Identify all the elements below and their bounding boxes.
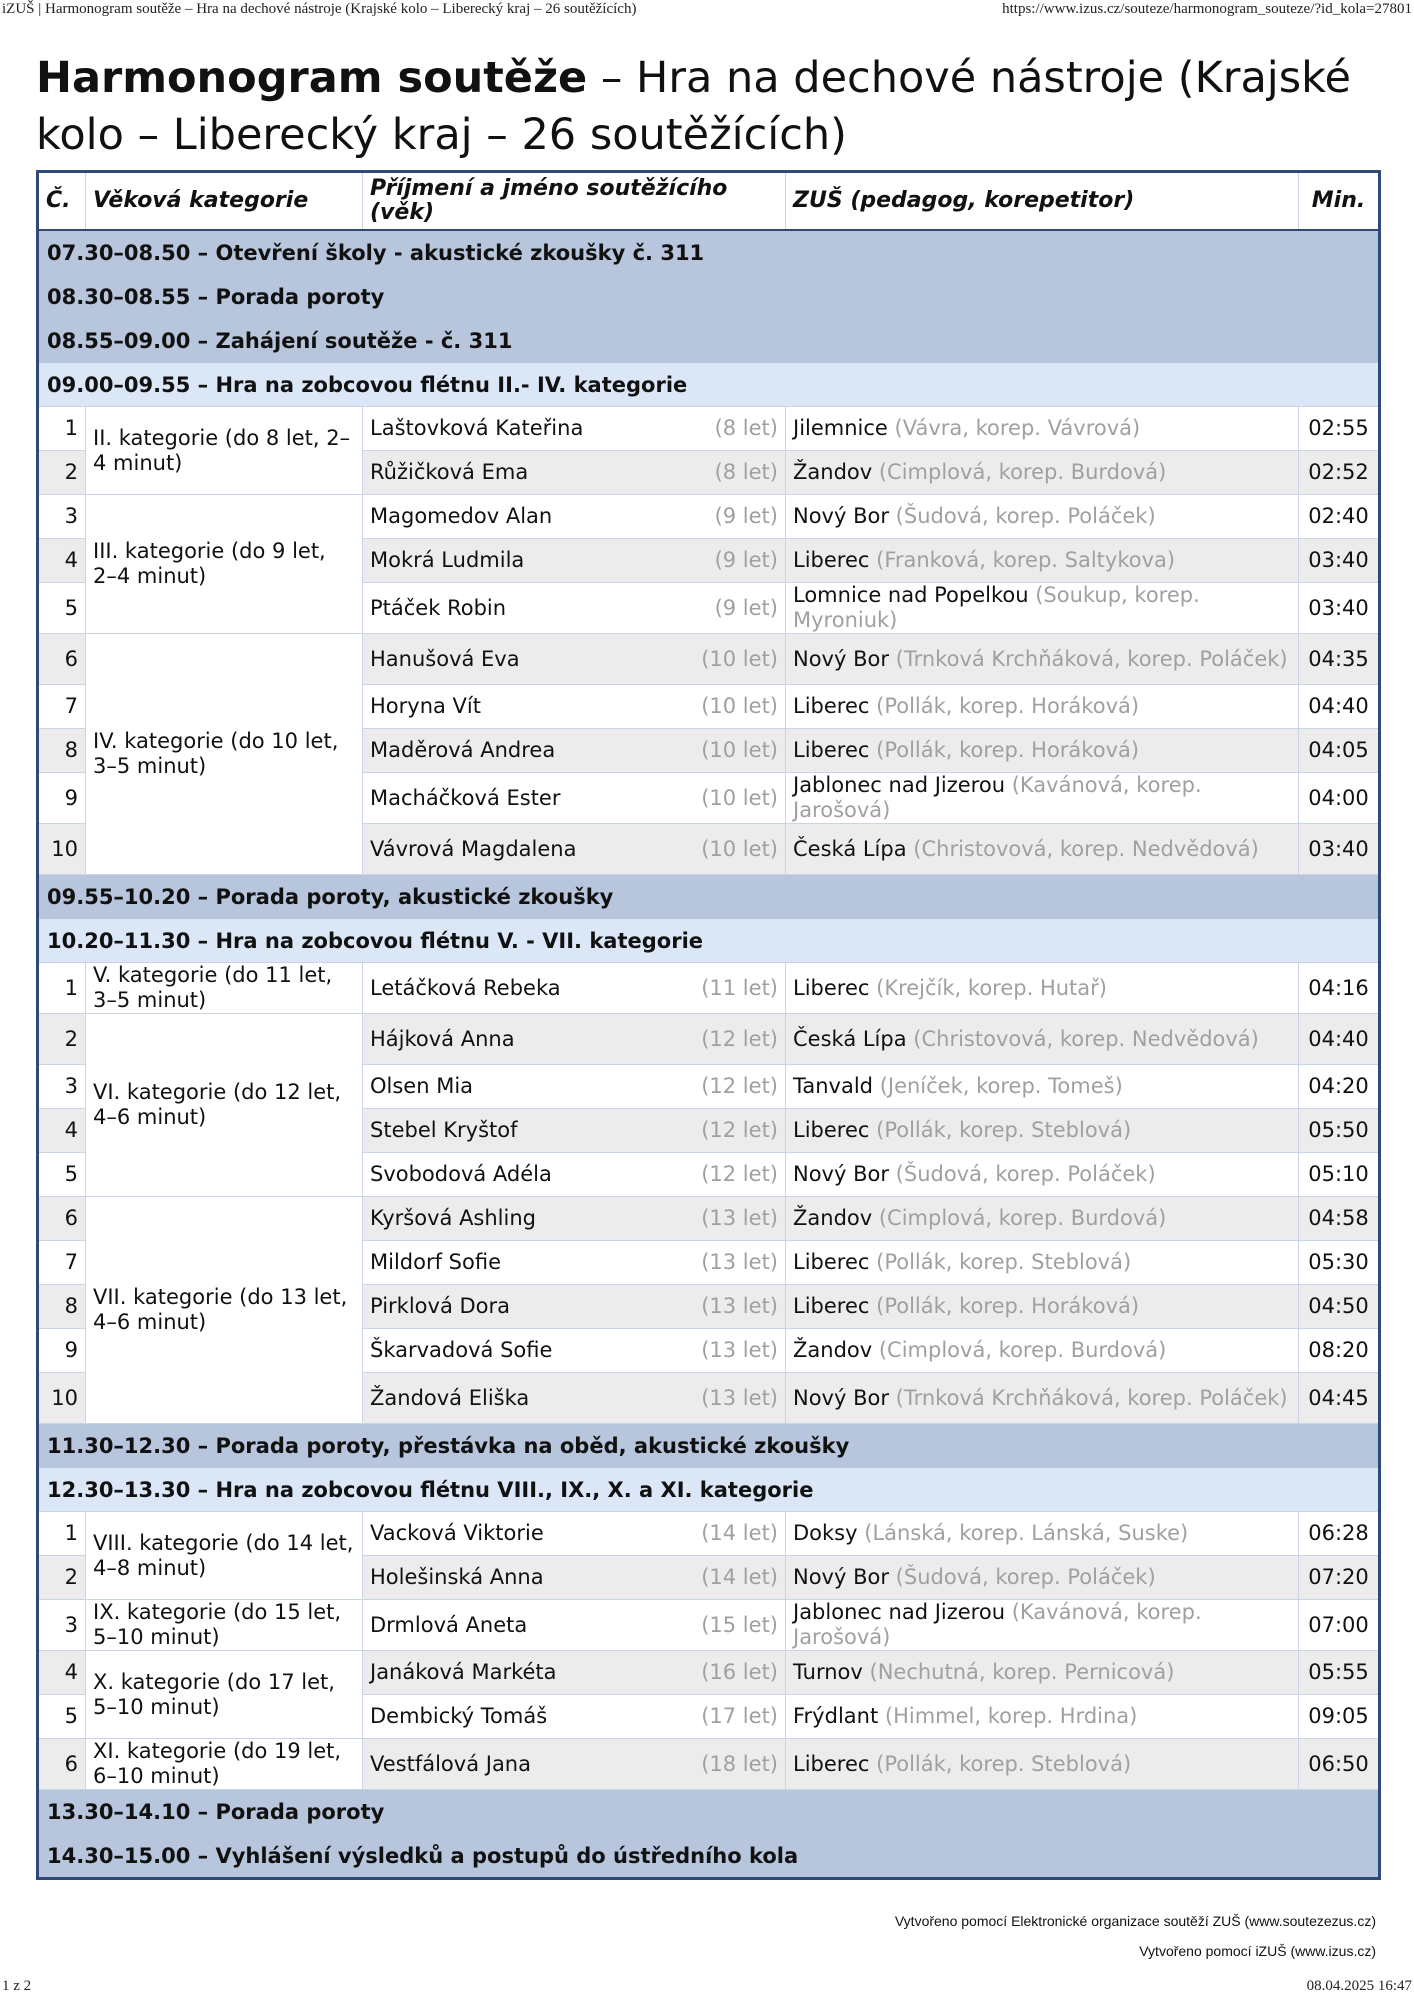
teachers: (Krejčík, korep. Hutař) <box>876 975 1107 1000</box>
contestant-cell <box>363 495 786 539</box>
credit-izus: Vytvořeno pomocí iZUŠ (www.izus.cz) <box>1139 1943 1376 1959</box>
teachers: (Jeníček, korep. Tomeš) <box>879 1074 1123 1098</box>
contestant-age: (12 let) <box>701 1118 778 1142</box>
table-row <box>38 1197 1380 1241</box>
contestant-age: (12 let) <box>701 1162 778 1186</box>
contestant-age: (12 let) <box>701 1074 778 1098</box>
contestant-name: Letáčková Rebeka <box>370 975 561 1000</box>
section-row <box>38 919 1380 963</box>
row-number: 6 <box>38 634 86 685</box>
teachers: (Pollák, korep. Horáková) <box>876 1294 1140 1318</box>
contestant-age: (10 let) <box>701 836 778 861</box>
school-cell <box>786 685 1299 729</box>
row-number: 10 <box>38 1373 86 1424</box>
row-number: 5 <box>38 1153 86 1197</box>
school-cell <box>786 1109 1299 1153</box>
school-name: Nový Bor <box>793 1162 889 1186</box>
school-cell <box>786 495 1299 539</box>
section-label: 12.30–13.30 – Hra na zobcovou flétnu VIII., IX., X. a XI. kategorie <box>38 1468 1380 1512</box>
duration: 04:50 <box>1299 1285 1380 1329</box>
row-number: 2 <box>38 451 86 495</box>
teachers: (Cimplová, korep. Burdová) <box>878 460 1167 484</box>
duration: 04:05 <box>1299 729 1380 773</box>
contestant-cell <box>363 963 786 1014</box>
contestant-name: Vávrová Magdalena <box>370 836 577 861</box>
schedule-table <box>36 170 1381 1880</box>
school-cell <box>786 407 1299 451</box>
print-header <box>0 0 1414 22</box>
contestant-age: (11 let) <box>701 975 778 1000</box>
school-name: Žandov <box>793 1206 873 1230</box>
section-label: 13.30–14.10 – Porada poroty <box>38 1790 1380 1834</box>
contestant-cell <box>363 1329 786 1373</box>
page-title-main: Harmonogram soutěže <box>36 53 588 103</box>
table-row <box>38 963 1380 1014</box>
school-name: Nový Bor <box>793 1385 889 1410</box>
contestant-name: Olsen Mia <box>370 1074 474 1098</box>
contestant-age: (18 let) <box>701 1751 778 1776</box>
duration: 02:55 <box>1299 407 1380 451</box>
duration: 04:40 <box>1299 685 1380 729</box>
duration: 05:10 <box>1299 1153 1380 1197</box>
school-name: Liberec <box>793 1751 870 1776</box>
school-cell <box>786 773 1299 824</box>
contestant-cell <box>363 1014 786 1065</box>
contestant-name: Svobodová Adéla <box>370 1162 552 1186</box>
contestant-name: Ptáček Robin <box>370 595 507 620</box>
contestant-cell <box>363 1695 786 1739</box>
duration: 06:50 <box>1299 1739 1380 1790</box>
contestant-cell <box>363 1065 786 1109</box>
contestant-cell <box>363 539 786 583</box>
row-number: 8 <box>38 729 86 773</box>
category-cell: IV. kategorie (do 10 let, 3–5 minut) <box>86 634 363 875</box>
duration: 05:55 <box>1299 1651 1380 1695</box>
duration: 04:40 <box>1299 1014 1380 1065</box>
school-name: Nový Bor <box>793 504 889 528</box>
school-cell <box>786 729 1299 773</box>
contestant-name: Vestfálová Jana <box>370 1751 531 1776</box>
contestant-age: (10 let) <box>701 785 778 810</box>
print-header-title: iZUŠ | Harmonogram soutěže – Hra na dechové nástroje (Krajské kolo – Liberecký kraj – 26 soutěžících) <box>2 1 637 17</box>
teachers: (Soukup, korep. Myroniuk) <box>793 583 1200 632</box>
contestant-cell <box>363 1109 786 1153</box>
contestant-age: (9 let) <box>714 504 778 528</box>
contestant-name: Holešinská Anna <box>370 1565 544 1589</box>
row-number: 5 <box>38 1695 86 1739</box>
row-number: 5 <box>38 583 86 634</box>
row-number: 3 <box>38 1600 86 1651</box>
credit-soutezezus: Vytvořeno pomocí Elektronické organizace soutěží ZUŠ (www.soutezezus.cz) <box>894 1913 1376 1929</box>
teachers: (Šudová, korep. Poláček) <box>895 1565 1156 1589</box>
teachers: (Himmel, korep. Hrdina) <box>884 1704 1138 1728</box>
school-name: Liberec <box>793 975 870 1000</box>
category-cell: IX. kategorie (do 15 let, 5–10 minut) <box>86 1600 363 1651</box>
teachers: (Kavánová, korep. Jarošová) <box>793 773 1202 822</box>
column-header-number: Č. <box>38 172 86 231</box>
contestant-cell <box>363 1285 786 1329</box>
school-cell <box>786 1600 1299 1651</box>
school-cell <box>786 634 1299 685</box>
section-row <box>38 319 1380 363</box>
school-name: Česká Lípa <box>793 836 907 861</box>
teachers: (Lánská, korep. Lánská, Suske) <box>864 1521 1189 1545</box>
teachers: (Franková, korep. Saltykova) <box>876 548 1176 572</box>
contestant-name: Vacková Viktorie <box>370 1521 544 1545</box>
contestant-age: (13 let) <box>701 1206 778 1230</box>
section-row <box>38 230 1380 275</box>
school-cell <box>786 1153 1299 1197</box>
school-cell <box>786 963 1299 1014</box>
teachers: (Christovová, korep. Nedvědová) <box>913 1026 1259 1051</box>
school-cell <box>786 1197 1299 1241</box>
school-name: Liberec <box>793 1250 870 1274</box>
table-row <box>38 1739 1380 1790</box>
contestant-cell <box>363 1373 786 1424</box>
contestant-name: Magomedov Alan <box>370 504 553 528</box>
contestant-cell <box>363 1512 786 1556</box>
section-label: 10.20–11.30 – Hra na zobcovou flétnu V. - VII. kategorie <box>38 919 1380 963</box>
school-name: Liberec <box>793 1294 870 1318</box>
category-cell: V. kategorie (do 11 let, 3–5 minut) <box>86 963 363 1014</box>
section-label: 11.30–12.30 – Porada poroty, přestávka na oběd, akustické zkoušky <box>38 1424 1380 1468</box>
school-name: Jilemnice <box>793 416 888 440</box>
duration: 06:28 <box>1299 1512 1380 1556</box>
row-number: 2 <box>38 1014 86 1065</box>
category-cell: VI. kategorie (do 12 let, 4–6 minut) <box>86 1014 363 1197</box>
contestant-name: Janáková Markéta <box>370 1660 557 1684</box>
contestant-name: Maděrová Andrea <box>370 738 556 762</box>
contestant-cell <box>363 824 786 875</box>
table-row <box>38 1512 1380 1556</box>
section-label: 07.30–08.50 – Otevření školy - akustické zkoušky č. 311 <box>38 230 1380 275</box>
contestant-name: Dembický Tomáš <box>370 1704 548 1728</box>
column-header-contestant: Příjmení a jméno soutěžícího (věk) <box>363 172 786 231</box>
row-number: 9 <box>38 1329 86 1373</box>
contestant-age: (16 let) <box>701 1660 778 1684</box>
contestant-name: Pirklová Dora <box>370 1294 511 1318</box>
duration: 03:40 <box>1299 583 1380 634</box>
school-cell <box>786 539 1299 583</box>
contestant-cell <box>363 729 786 773</box>
school-name: Žandov <box>793 1338 873 1362</box>
teachers: (Šudová, korep. Poláček) <box>895 504 1156 528</box>
school-name: Liberec <box>793 548 870 572</box>
contestant-name: Drmlová Aneta <box>370 1612 528 1637</box>
section-row <box>38 1468 1380 1512</box>
contestant-age: (13 let) <box>701 1385 778 1410</box>
row-number: 3 <box>38 1065 86 1109</box>
section-label: 09.55–10.20 – Porada poroty, akustické zkoušky <box>38 875 1380 919</box>
contestant-cell <box>363 1600 786 1651</box>
duration: 09:05 <box>1299 1695 1380 1739</box>
page-title <box>36 50 1376 164</box>
school-name: Jablonec nad Jizerou <box>793 1600 1006 1624</box>
table-header-row <box>38 172 1380 231</box>
teachers: (Kavánová, korep. Jarošová) <box>793 1600 1202 1649</box>
table-row <box>38 407 1380 451</box>
contestant-age: (15 let) <box>701 1612 778 1637</box>
school-name: Česká Lípa <box>793 1026 907 1051</box>
contestant-name: Hájková Anna <box>370 1026 515 1051</box>
contestant-cell <box>363 407 786 451</box>
contestant-age: (9 let) <box>714 595 778 620</box>
contestant-age: (12 let) <box>701 1026 778 1051</box>
contestant-cell <box>363 1556 786 1600</box>
section-row <box>38 1790 1380 1834</box>
contestant-cell <box>363 685 786 729</box>
category-cell: II. kategorie (do 8 let, 2–4 minut) <box>86 407 363 495</box>
contestant-age: (13 let) <box>701 1250 778 1274</box>
row-number: 3 <box>38 495 86 539</box>
duration: 04:16 <box>1299 963 1380 1014</box>
row-number: 2 <box>38 1556 86 1600</box>
row-number: 1 <box>38 963 86 1014</box>
contestant-age: (10 let) <box>701 738 778 762</box>
school-name: Liberec <box>793 738 870 762</box>
table-row <box>38 1600 1380 1651</box>
contestant-age: (13 let) <box>701 1294 778 1318</box>
duration: 02:40 <box>1299 495 1380 539</box>
print-date: 08.04.2025 16:47 <box>1306 1978 1412 1994</box>
school-name: Nový Bor <box>793 1565 889 1589</box>
teachers: (Pollák, korep. Steblová) <box>876 1118 1132 1142</box>
row-number: 6 <box>38 1739 86 1790</box>
teachers: (Cimplová, korep. Burdová) <box>878 1338 1167 1362</box>
contestant-name: Růžičková Ema <box>370 460 529 484</box>
school-cell <box>786 1695 1299 1739</box>
school-cell <box>786 451 1299 495</box>
contestant-age: (9 let) <box>714 548 778 572</box>
teachers: (Cimplová, korep. Burdová) <box>878 1206 1167 1230</box>
contestant-age: (10 let) <box>701 694 778 718</box>
section-row <box>38 363 1380 407</box>
section-label: 14.30–15.00 – Vyhlášení výsledků a postupů do ústředního kola <box>38 1834 1380 1879</box>
teachers: (Šudová, korep. Poláček) <box>895 1162 1156 1186</box>
teachers: (Christovová, korep. Nedvědová) <box>913 836 1259 861</box>
print-footer <box>0 1976 1414 2000</box>
category-cell: VII. kategorie (do 13 let, 4–6 minut) <box>86 1197 363 1424</box>
contestant-cell <box>363 1241 786 1285</box>
school-cell <box>786 583 1299 634</box>
duration: 04:45 <box>1299 1373 1380 1424</box>
school-cell <box>786 1285 1299 1329</box>
duration: 03:40 <box>1299 824 1380 875</box>
contestant-age: (8 let) <box>714 416 778 440</box>
school-cell <box>786 1329 1299 1373</box>
credits <box>895 1906 1376 1966</box>
school-name: Doksy <box>793 1521 858 1545</box>
contestant-name: Mildorf Sofie <box>370 1250 501 1274</box>
contestant-age: (14 let) <box>701 1521 778 1545</box>
row-number: 7 <box>38 1241 86 1285</box>
table-row <box>38 1651 1380 1695</box>
contestant-name: Škarvadová Sofie <box>370 1338 553 1362</box>
contestant-cell <box>363 583 786 634</box>
row-number: 10 <box>38 824 86 875</box>
contestant-name: Horyna Vít <box>370 694 481 718</box>
contestant-cell <box>363 634 786 685</box>
row-number: 6 <box>38 1197 86 1241</box>
contestant-age: (8 let) <box>714 460 778 484</box>
contestant-name: Stebel Kryštof <box>370 1118 518 1142</box>
duration: 07:20 <box>1299 1556 1380 1600</box>
contestant-cell <box>363 1153 786 1197</box>
contestant-cell <box>363 451 786 495</box>
duration: 04:00 <box>1299 773 1380 824</box>
school-cell <box>786 1556 1299 1600</box>
column-header-category: Věková kategorie <box>86 172 363 231</box>
table-row <box>38 1014 1380 1065</box>
contestant-name: Hanušová Eva <box>370 646 520 671</box>
teachers: (Pollák, korep. Horáková) <box>876 738 1140 762</box>
teachers: (Vávra, korep. Vávrová) <box>894 416 1141 440</box>
duration: 04:20 <box>1299 1065 1380 1109</box>
contestant-age: (14 let) <box>701 1565 778 1589</box>
page-counter: 1 z 2 <box>2 1978 32 1994</box>
row-number: 4 <box>38 1109 86 1153</box>
section-row <box>38 1834 1380 1879</box>
contestant-cell <box>363 1739 786 1790</box>
duration: 04:58 <box>1299 1197 1380 1241</box>
contestant-name: Macháčková Ester <box>370 785 561 810</box>
page-title-subtitle: – Hra na dechové nástroje (Krajské kolo – Liberecký kraj – 26 soutěžících) <box>36 53 1351 160</box>
school-name: Liberec <box>793 1118 870 1142</box>
contestant-age: (13 let) <box>701 1338 778 1362</box>
row-number: 4 <box>38 539 86 583</box>
column-header-minutes: Min. <box>1299 172 1380 231</box>
school-cell <box>786 1065 1299 1109</box>
category-cell: III. kategorie (do 9 let, 2–4 minut) <box>86 495 363 634</box>
contestant-name: Laštovková Kateřina <box>370 416 584 440</box>
school-cell <box>786 824 1299 875</box>
row-number: 9 <box>38 773 86 824</box>
teachers: (Trnková Krchňáková, korep. Poláček) <box>895 1385 1288 1410</box>
contestant-name: Kyršová Ashling <box>370 1206 536 1230</box>
school-cell <box>786 1014 1299 1065</box>
row-number: 8 <box>38 1285 86 1329</box>
duration: 02:52 <box>1299 451 1380 495</box>
school-cell <box>786 1739 1299 1790</box>
duration: 07:00 <box>1299 1600 1380 1651</box>
section-row <box>38 275 1380 319</box>
school-cell <box>786 1241 1299 1285</box>
teachers: (Pollák, korep. Horáková) <box>876 694 1140 718</box>
row-number: 7 <box>38 685 86 729</box>
row-number: 4 <box>38 1651 86 1695</box>
school-name: Jablonec nad Jizerou <box>793 773 1006 797</box>
row-number: 1 <box>38 407 86 451</box>
school-name: Žandov <box>793 460 873 484</box>
teachers: (Trnková Krchňáková, korep. Poláček) <box>895 646 1288 671</box>
section-label: 09.00–09.55 – Hra na zobcovou flétnu II.- IV. kategorie <box>38 363 1380 407</box>
duration: 08:20 <box>1299 1329 1380 1373</box>
duration: 05:30 <box>1299 1241 1380 1285</box>
table-row <box>38 495 1380 539</box>
row-number: 1 <box>38 1512 86 1556</box>
duration: 04:35 <box>1299 634 1380 685</box>
table-row <box>38 634 1380 685</box>
schedule-body <box>38 230 1380 1879</box>
school-name: Lomnice nad Popelkou <box>793 583 1029 607</box>
teachers: (Nechutná, korep. Pernicová) <box>869 1660 1175 1684</box>
section-row <box>38 875 1380 919</box>
category-cell: XI. kategorie (do 19 let, 6–10 minut) <box>86 1739 363 1790</box>
print-header-url: https://www.izus.cz/souteze/harmonogram_souteze/?id_kola=27801 <box>1002 1 1412 17</box>
school-cell <box>786 1651 1299 1695</box>
section-row <box>38 1424 1380 1468</box>
duration: 03:40 <box>1299 539 1380 583</box>
school-name: Turnov <box>793 1660 863 1684</box>
contestant-name: Mokrá Ludmila <box>370 548 525 572</box>
category-cell: VIII. kategorie (do 14 let, 4–8 minut) <box>86 1512 363 1600</box>
duration: 05:50 <box>1299 1109 1380 1153</box>
school-name: Liberec <box>793 694 870 718</box>
section-label: 08.55–09.00 – Zahájení soutěže - č. 311 <box>38 319 1380 363</box>
contestant-age: (10 let) <box>701 646 778 671</box>
section-label: 08.30–08.55 – Porada poroty <box>38 275 1380 319</box>
contestant-age: (17 let) <box>701 1704 778 1728</box>
category-cell: X. kategorie (do 17 let, 5–10 minut) <box>86 1651 363 1739</box>
contestant-cell <box>363 1197 786 1241</box>
school-name: Tanvald <box>793 1074 873 1098</box>
teachers: (Pollák, korep. Steblová) <box>876 1751 1132 1776</box>
school-cell <box>786 1373 1299 1424</box>
contestant-cell <box>363 773 786 824</box>
school-name: Nový Bor <box>793 646 889 671</box>
contestant-cell <box>363 1651 786 1695</box>
column-header-school: ZUŠ (pedagog, korepetitor) <box>786 172 1299 231</box>
school-name: Frýdlant <box>793 1704 879 1728</box>
contestant-name: Žandová Eliška <box>370 1385 530 1410</box>
teachers: (Pollák, korep. Steblová) <box>876 1250 1132 1274</box>
school-cell <box>786 1512 1299 1556</box>
